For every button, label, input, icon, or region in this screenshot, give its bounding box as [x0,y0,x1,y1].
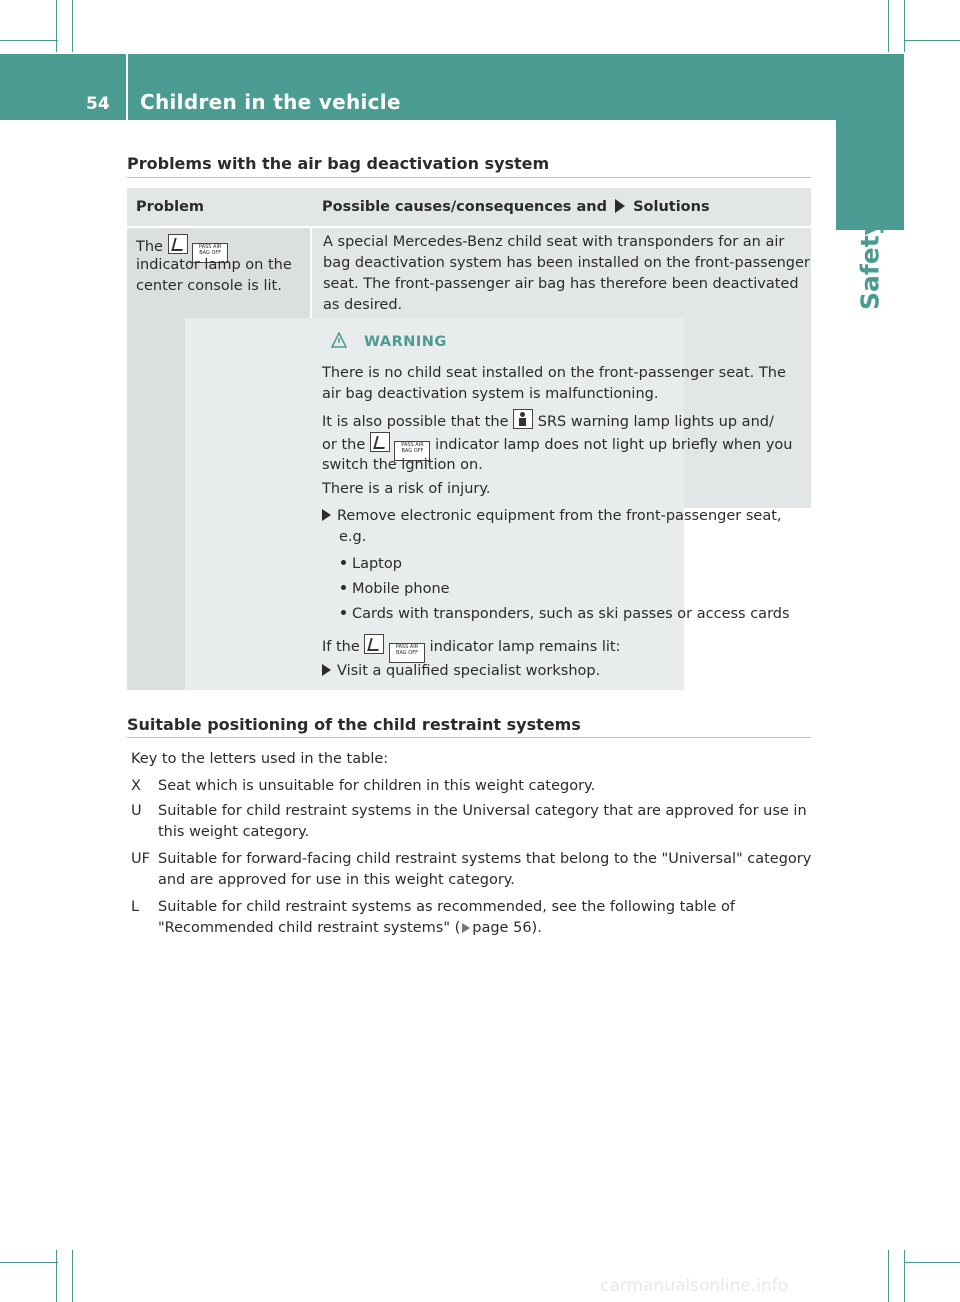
key-letter: U [131,803,142,819]
bullet-icon [341,610,346,615]
solution-line: seat. The front-passenger air bag has therefore been deactivated [323,276,799,292]
problem-line-3: center console is lit. [136,278,282,294]
crop-mark [904,1262,960,1263]
bullet-icon [341,585,346,590]
column-header-solutions [322,199,710,215]
crop-mark [904,0,905,52]
side-label: Safety [855,219,885,310]
key-description: Suitable for forward-facing child restraint systems that belong to the "Universal" category [158,851,812,867]
srs-person-icon [513,409,533,429]
warning-line-3a: It is also possible that the [322,414,509,430]
key-letter: UF [131,851,150,867]
section-title-positioning: Suitable positioning of the child restraint systems [127,715,581,734]
solution-line: as desired. [323,297,403,313]
crop-mark [904,40,960,41]
key-letter: L [131,899,140,915]
crop-mark [72,0,73,52]
warning-line-2: air bag deactivation system is malfunctioning. [322,386,659,402]
solution-line: A special Mercedes-Benz child seat with transponders for an air [323,234,785,250]
warning-line-3b: SRS warning lamp lights up and/ [537,414,774,430]
page-reference-link[interactable]: page 56). [472,920,542,936]
watermark: carmanualsonline.info [600,1276,789,1296]
key-letter: X [131,778,141,794]
warning-line-3 [322,409,774,433]
column-header-solutions-pre: Possible causes/consequences and [322,199,607,215]
play-arrow-icon [615,199,625,213]
problem-the: The [136,239,163,255]
action-step-1 [322,506,782,527]
list-item-text: Laptop [352,556,402,572]
warning-line-4b: indicator lamp does not light up briefly when you [435,437,793,453]
crop-mark [888,1250,889,1302]
section-title-problems: Problems with the air bag deactivation system [127,154,550,173]
action-step-1-line-1: Remove electronic equipment from the front-passenger seat, [337,508,782,524]
page-ref-arrow-icon [462,923,470,933]
action-arrow-icon [322,664,331,676]
pass-airbag-off-icon-text: PASS AIR BAG OFF [401,442,424,454]
key-description: and are approved for use in this weight category. [158,872,515,888]
warning-line-6: There is a risk of injury. [322,481,491,497]
crop-mark [0,1262,58,1263]
warning-triangle-icon [331,332,347,352]
side-tab-block [836,120,904,230]
action-step-1-line-2: e.g. [339,529,367,545]
key-description: Seat which is unsuitable for children in this weight category. [158,778,596,794]
list-item [341,604,790,625]
list-item [341,579,450,600]
crop-mark [56,1250,57,1302]
key-description: this weight category. [158,824,310,840]
bullet-icon [341,560,346,565]
crop-mark [904,1250,905,1302]
header-bar [0,54,904,120]
chapter-title: Children in the vehicle [140,90,401,114]
child-seat-icon [168,234,188,254]
action-step-2 [322,661,600,682]
crop-mark [888,0,889,52]
section-rule [127,177,811,178]
section-rule [127,737,811,738]
if-lamp-lit-line [322,634,621,663]
page-number: 54 [86,94,110,114]
list-item [341,554,402,575]
warning-line-5: switch the ignition on. [322,457,483,473]
crop-mark [0,40,58,41]
list-item-text: Cards with transponders, such as ski passes or access cards [352,606,790,622]
if-rest: indicator lamp remains lit: [429,639,621,655]
child-seat-icon [370,432,390,452]
header-divider [126,54,128,120]
crop-mark [56,0,57,52]
list-item-text: Mobile phone [352,581,450,597]
key-description: Suitable for child restraint systems in the Universal category that are approved for use in [158,803,807,819]
child-seat-icon [364,634,384,654]
warning-line-1: There is no child seat installed on the front-passenger seat. The [322,365,786,381]
column-header-problem: Problem [136,199,205,215]
pass-airbag-off-icon-text: PASS AIR BAG OFF [198,244,222,256]
pass-airbag-off-icon [389,643,425,663]
table-header-row [127,188,811,226]
crop-mark [72,1250,73,1302]
key-intro: Key to the letters used in the table: [131,751,389,767]
action-step-2-text: Visit a qualified specialist workshop. [337,663,601,679]
solution-line: bag deactivation system has been installed on the front-passenger [323,255,810,271]
key-description: Suitable for child restraint systems as recommended, see the following table of [158,899,735,915]
if-the: If the [322,639,360,655]
key-description-ref [158,918,818,939]
warning-line-4a: or the [322,437,366,453]
pass-airbag-off-icon-text: PASS AIR BAG OFF [395,644,419,656]
action-arrow-icon [322,509,331,521]
problem-line-2: indicator lamp on the [136,257,292,273]
key-description: "Recommended child restraint systems" ( [158,920,461,936]
warning-label: WARNING [364,334,447,350]
column-header-solutions-post: Solutions [633,199,710,215]
